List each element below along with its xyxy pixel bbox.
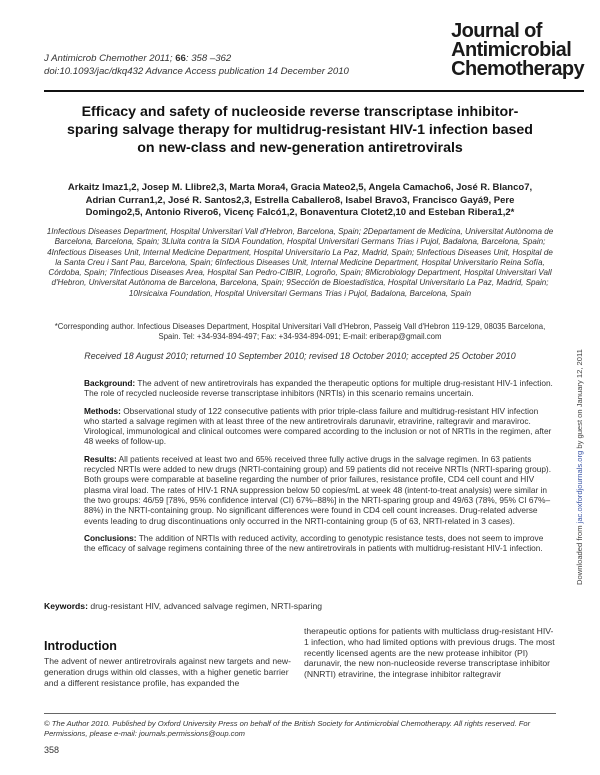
abstract-background (84, 378, 554, 399)
abstract-methods (84, 406, 554, 447)
download-stamp-suffix: by guest on January 12, 2011 (575, 349, 584, 451)
article-title: Efficacy and safety of nucleoside reverse transcriptase inhibitor-sparing salvage therapy for multidrug-resistant HIV-1 infection based on new-class and new-generation antiretrovirals (67, 104, 533, 156)
abstract-results-text: All patients received at least two and 65% received three fully active drugs in the salvage regimen. In 63 patients recycled NRTIs were added to new drugs (NRTI-containing group) and 59 patients did not receive NRTIs (NRTI-sparing group). Both groups were comparable at baseline regarding the number of prior failures, resistance profile, CD4 cell count and HIV plasma viral load. The rates of HIV-1 RNA suppression below 50 copies/mL at week 48 (intent-to-treat analysis) were similar in the two groups: 46/59 [78%, 95% confidence interval (CI) 67%–88%] in the NRTI-sparing group and 49/63 (78%, 95% CI 67%–88%) in the NRTI-containing group. No significant differences were found in CD4 cell count increases. Drug-related adverse events leading to drug discontinuations only occurred in the NRTI-containing group (5 of 63, NRTI-related in 3 cases). (84, 453, 551, 526)
abstract-conclusions-label: Conclusions: (84, 532, 137, 543)
journal-logo-line-2: Antimicrobial (451, 39, 572, 61)
keywords-text: drug-resistant HIV, advanced salvage regimen, NRTI-sparing (90, 601, 322, 611)
introduction-column-1: The advent of newer antiretrovirals against new targets and new-generation drugs within old classes, with a higher genetic barrier and a different resistance profile, has expanded the (44, 656, 291, 688)
journal-logo-line-1: Journal of (451, 20, 542, 42)
abstract-conclusions-text: The addition of NRTIs with reduced activity, according to genotypic resistance tests, does not seem to improve the efficacy of salvage regimens containing three of the new antiretrovirals in patients with multidrug-resistant HIV-1 infection. (84, 532, 544, 554)
abstract-results (84, 454, 554, 526)
corresponding-author: *Corresponding author. Infectious Diseases Department, Hospital Universitari Vall d'Hebron, Passeig Vall d'Hebron 119-129, 08035 Barcelona, Spain. Tel: +34-934-894-497; Fax: +34-934-894-091; E-mail: eriberap@gmail.com (54, 322, 546, 341)
doi-line: doi:10.1093/jac/dkq432 Advance Access publication 14 December 2010 (44, 66, 349, 77)
affiliations: 1Infectious Diseases Department, Hospital Universitari Vall d'Hebron, Barcelona, Spain; 2Departament de Medicina, Universitat Autònoma de Barcelona, Barcelona, Spain; 3Lluita contra la SIDA Foundation, Hospital Universitari Germans Trias i Pujol, Badalona, Barcelona, Spain; 4Infectious Diseases Unit, Internal Medicine Department, Hospital Universitario La Paz, Madrid, Spain; 5Infectious Diseases Unit, Hospital de la Santa Creu i Sant Pau, Barcelona, Spain; 6Infectious Diseases Unit, Internal Medicine Department, Hospital Universitario Reina Sofía, Córdoba, Spain; 7Infectious Diseases Area, Hospital San Pedro-CIBIR, Logroño, Spain; 8Microbiology Department, Hospital Universitari Vall d'Hebron, Universitat Autònoma de Barcelona, Barcelona, Spain; 9Sección de Bioestadística, Hospital Universitario La Paz, Madrid, Spain; 10Irsicaixa Foundation, Hospital Universitari Germans Trias i Pujol, Badalona, Barcelona, Spain (46, 227, 554, 298)
header-rule (44, 90, 584, 92)
keywords-label: Keywords: (44, 601, 88, 611)
abstract-background-label: Background: (84, 378, 136, 388)
abstract (84, 378, 554, 560)
citation (44, 52, 349, 78)
citation-volume: 66 (175, 53, 186, 64)
copyright-notice: © The Author 2010. Published by Oxford University Press on behalf of the British Society for Antimicrobial Chemotherapy. All rights reserved. For Permissions, please e-mail: journals.permissions@oup.com (44, 713, 556, 739)
article-dates: Received 18 August 2010; returned 10 September 2010; revised 18 October 2010; accepted 25 October 2010 (84, 351, 516, 361)
page-number: 358 (44, 745, 60, 755)
author-list: Arkaitz Imaz1,2, Josep M. Llibre2,3, Marta Mora4, Gracia Mateo2,5, Angela Camacho6, José R. Blanco7, Adrian Curran1,2, José R. Santos2,3, Estrella Caballero8, Isabel Bravo3, Francisco Gayá9, Pere Domingo2,5, Antonio Rivero6, Vicenç Falcó1,2, Bonaventura Clotet2,10 and Esteban Ribera1,2* (67, 182, 533, 219)
abstract-background-text: The advent of new antiretrovirals has expanded the therapeutic options for multiple drug-resistant HIV-1 infection. The role of recycled nucleoside reverse transcriptase inhibitors (NRTIs) in this scenario remains uncertain. (84, 378, 553, 399)
abstract-methods-text: Observational study of 122 consecutive patients with prior triple-class failure and multidrug-resistant HIV infection who started a salvage regimen with at least three of the new antiretrovirals darunavir, etravirine, raltegravir and maraviroc. Virological, immunological and clinical outcomes were compared according to the inclusion or not of NRTIs in the regimen, after 48 weeks of follow-up. (84, 405, 552, 447)
download-stamp-prefix: Downloaded from (575, 523, 584, 585)
download-stamp (575, 165, 584, 585)
citation-pages: : 358 –362 (185, 53, 232, 64)
introduction-heading: Introduction (44, 639, 117, 653)
keywords (44, 601, 322, 611)
abstract-results-label: Results: (84, 453, 117, 464)
introduction-column-2: therapeutic options for patients with multiclass drug-resistant HIV-1 infection, who had limited options with previous drugs. The most recently licensed agents are the new protease inhibitor (PI) darunavir, the new non-nucleoside reverse transcriptase inhibitor (NNRTI) etravirine, the integrase inhibitor raltegravir (304, 626, 555, 680)
citation-journal: J Antimicrob Chemother (44, 53, 147, 64)
citation-year: 2011; (149, 53, 173, 64)
abstract-methods-label: Methods: (84, 405, 121, 416)
journal-logo-line-3: Chemotherapy (451, 58, 584, 80)
journal-logo (451, 22, 584, 79)
download-stamp-link[interactable]: jac.oxfordjournals.org (575, 450, 584, 524)
abstract-conclusions (84, 533, 554, 554)
